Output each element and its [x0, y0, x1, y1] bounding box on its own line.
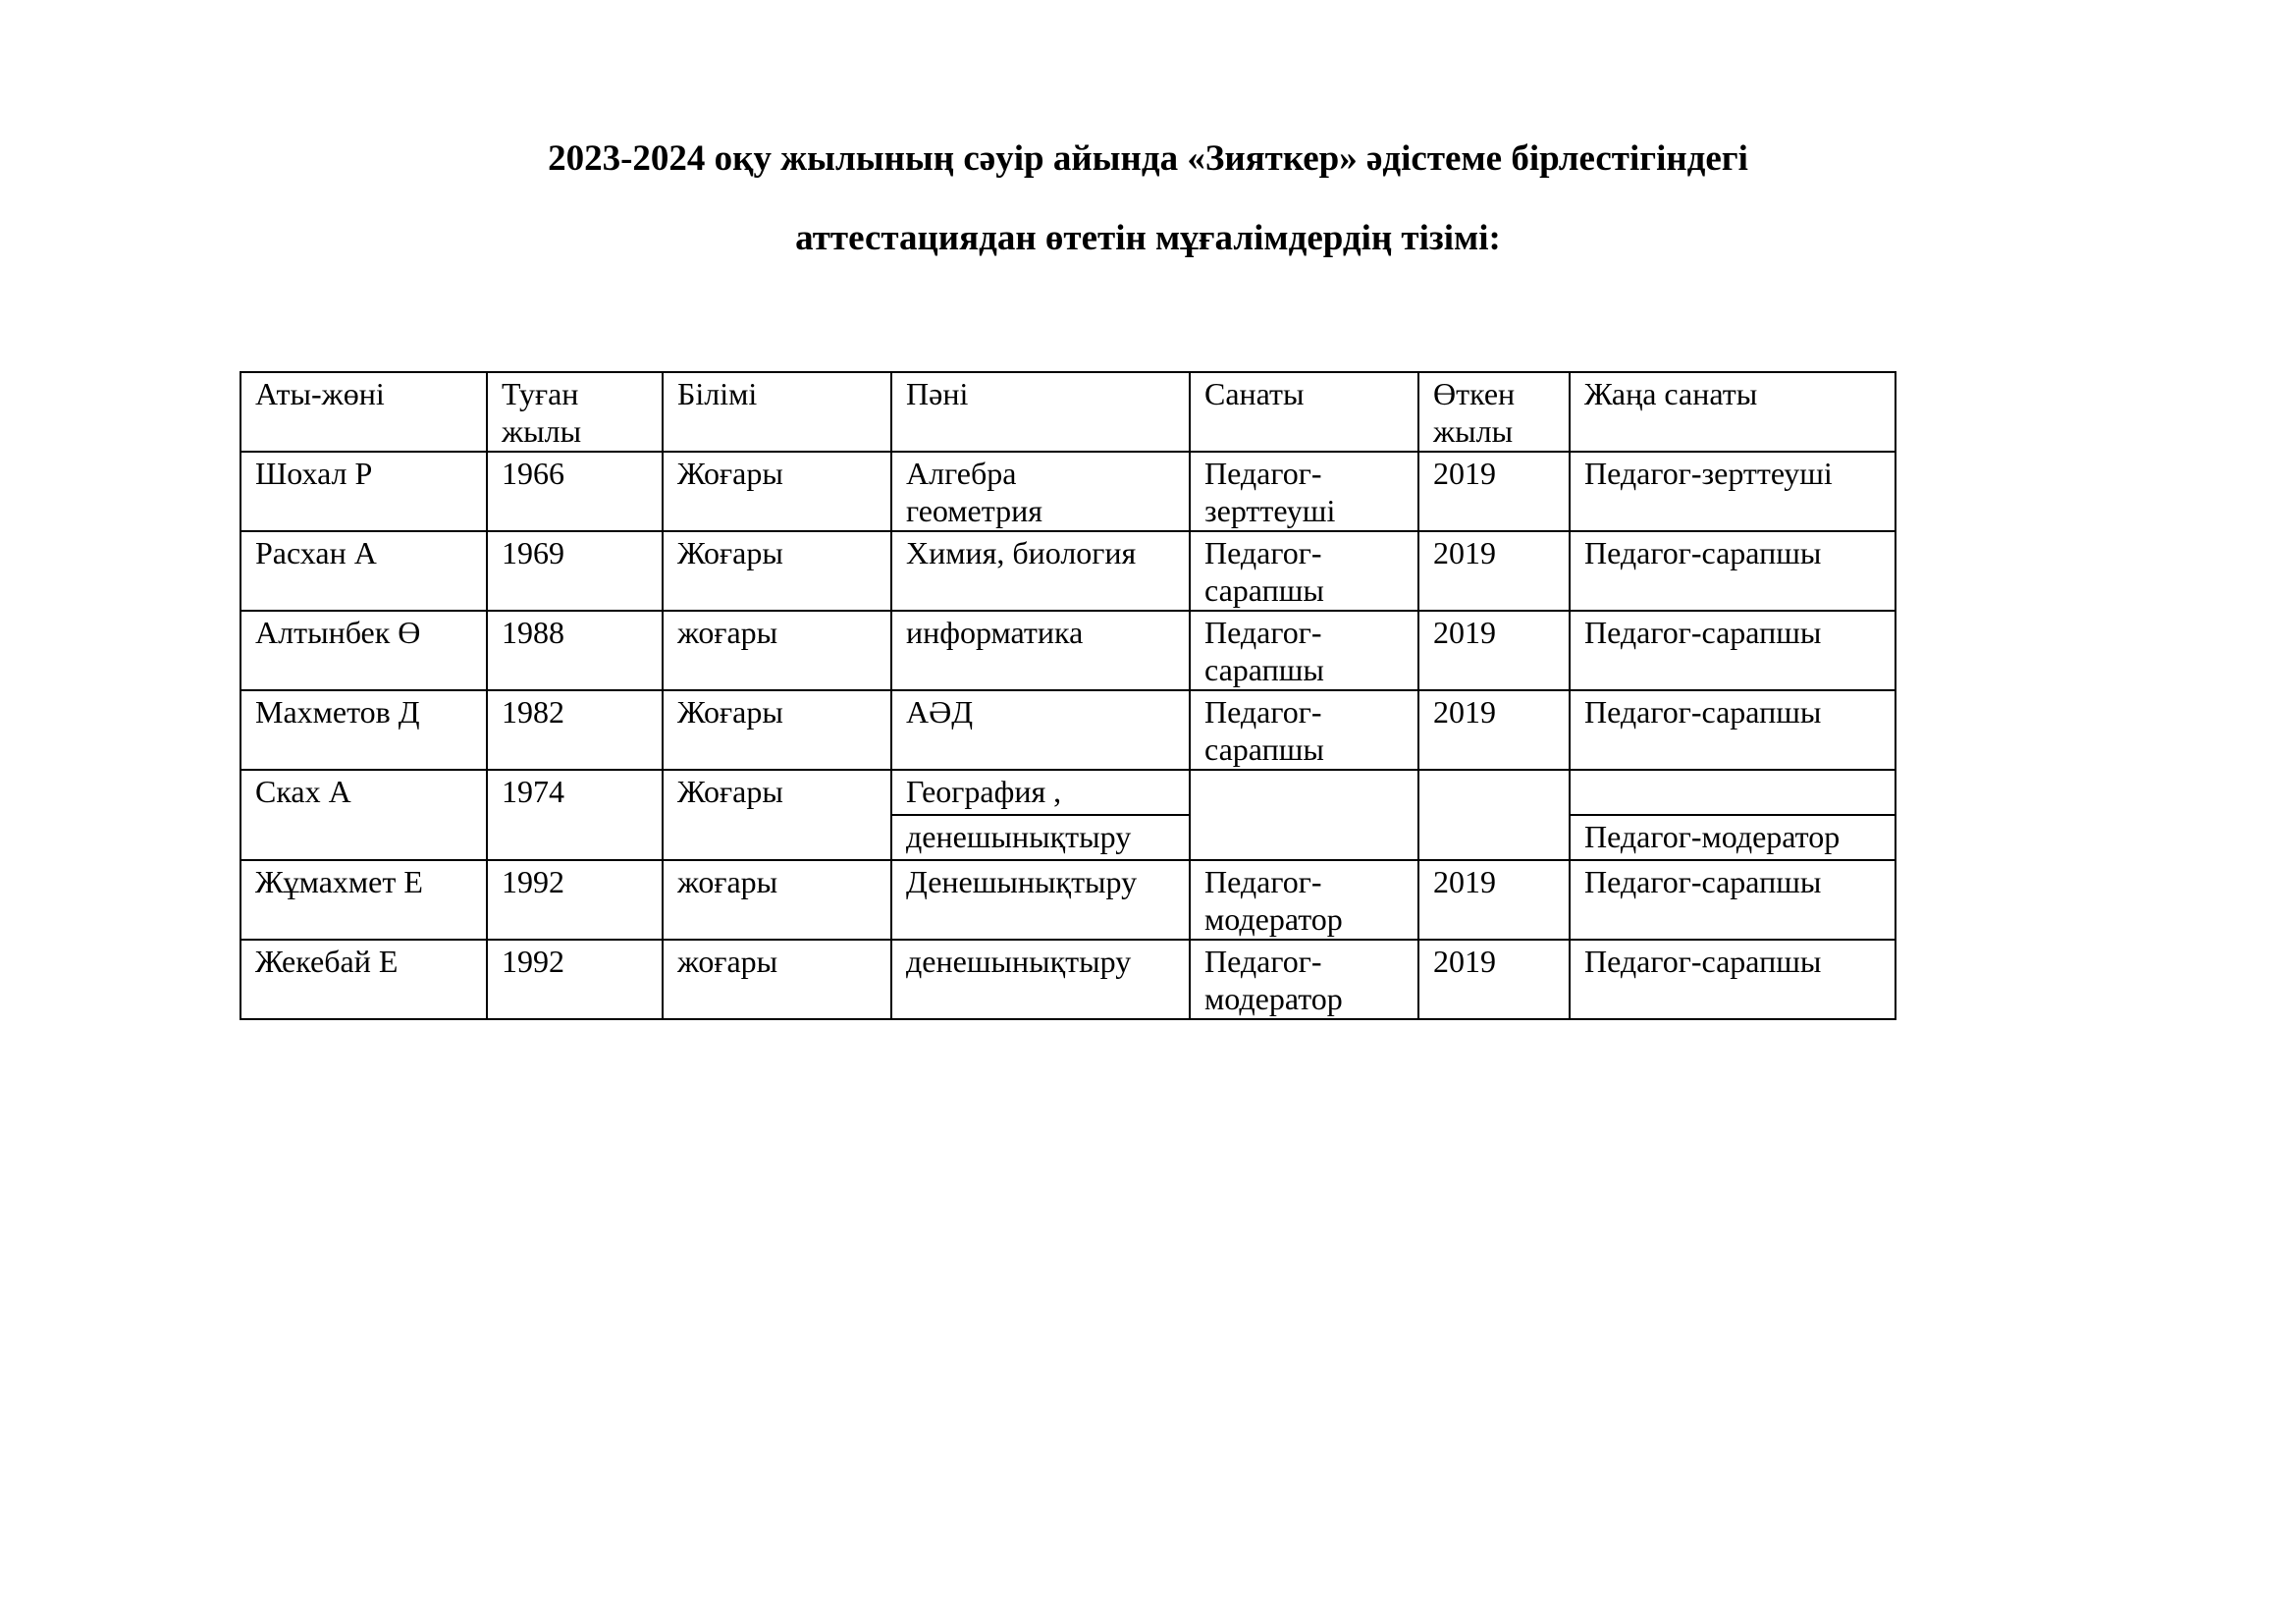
table-row	[240, 940, 1896, 1019]
cell-category: Педагог- сарапшы	[1190, 690, 1418, 770]
table-row	[240, 452, 1896, 531]
cell-name: Жұмахмет Е	[240, 860, 487, 940]
table-header-row	[240, 372, 1896, 452]
cell-passed-year: 2019	[1418, 452, 1570, 531]
cell-subject: Химия, биология	[891, 531, 1190, 611]
table-row	[240, 611, 1896, 690]
cell-birth-year: 1992	[487, 940, 663, 1019]
cell-category: Педагог- сарапшы	[1190, 531, 1418, 611]
header-birth-year: Туған жылы	[487, 372, 663, 452]
cell-education: жоғары	[663, 940, 891, 1019]
cell-birth-year: 1966	[487, 452, 663, 531]
cell-new-category: Педагог-сарапшы	[1570, 611, 1896, 690]
cell-new-category-part	[1570, 770, 1896, 815]
cell-name: Шохал Р	[240, 452, 487, 531]
cell-passed-year: 2019	[1418, 611, 1570, 690]
teacher-attestation-table	[240, 371, 1896, 1020]
header-category: Санаты	[1190, 372, 1418, 452]
cell-education: жоғары	[663, 611, 891, 690]
cell-subject: денешынықтыру	[891, 940, 1190, 1019]
cell-passed-year: 2019	[1418, 690, 1570, 770]
header-subject: Пәні	[891, 372, 1190, 452]
cell-subject-part: География ,	[891, 770, 1190, 815]
cell-category: Педагог- сарапшы	[1190, 611, 1418, 690]
cell-name: Сках А	[240, 770, 487, 860]
cell-category	[1190, 770, 1418, 860]
cell-birth-year: 1982	[487, 690, 663, 770]
cell-passed-year: 2019	[1418, 940, 1570, 1019]
header-education: Білімі	[663, 372, 891, 452]
table-row	[240, 860, 1896, 940]
cell-education: Жоғары	[663, 531, 891, 611]
cell-category: Педагог- зерттеуші	[1190, 452, 1418, 531]
cell-birth-year: 1969	[487, 531, 663, 611]
cell-new-category: Педагог-зерттеуші	[1570, 452, 1896, 531]
table-row	[240, 531, 1896, 611]
cell-education: Жоғары	[663, 770, 891, 860]
cell-subject: Алгебра геометрия	[891, 452, 1190, 531]
cell-subject: АӘД	[891, 690, 1190, 770]
cell-new-category-part: Педагог-модератор	[1570, 815, 1896, 860]
cell-new-category: Педагог-сарапшы	[1570, 690, 1896, 770]
cell-subject: информатика	[891, 611, 1190, 690]
cell-education: Жоғары	[663, 452, 891, 531]
cell-passed-year: 2019	[1418, 860, 1570, 940]
header-full-name: Аты-жөні	[240, 372, 487, 452]
cell-education: жоғары	[663, 860, 891, 940]
table-row	[240, 690, 1896, 770]
header-new-category: Жаңа санаты	[1570, 372, 1896, 452]
cell-new-category: Педагог-сарапшы	[1570, 940, 1896, 1019]
document-title-line-2: аттестациядан өтетін мұғалімдердің тізімі:	[795, 218, 1501, 258]
header-passed-year: Өткен жылы	[1418, 372, 1570, 452]
cell-birth-year: 1974	[487, 770, 663, 860]
cell-category: Педагог- модератор	[1190, 860, 1418, 940]
cell-name: Жекебай Е	[240, 940, 487, 1019]
cell-name: Махметов Д	[240, 690, 487, 770]
cell-category: Педагог- модератор	[1190, 940, 1418, 1019]
cell-education: Жоғары	[663, 690, 891, 770]
cell-birth-year: 1988	[487, 611, 663, 690]
cell-name: Алтынбек Ө	[240, 611, 487, 690]
cell-name: Расхан А	[240, 531, 487, 611]
cell-new-category: Педагог-сарапшы	[1570, 860, 1896, 940]
document-title-line-1: 2023-2024 оқу жылының сәуір айында «Зияткер» әдістеме бірлестігіндегі	[548, 138, 1748, 179]
cell-new-category: Педагог-сарапшы	[1570, 531, 1896, 611]
cell-subject: Денешынықтыру	[891, 860, 1190, 940]
table-row	[240, 770, 1896, 815]
cell-subject-part: денешынықтыру	[891, 815, 1190, 860]
cell-passed-year: 2019	[1418, 531, 1570, 611]
cell-birth-year: 1992	[487, 860, 663, 940]
cell-passed-year	[1418, 770, 1570, 860]
